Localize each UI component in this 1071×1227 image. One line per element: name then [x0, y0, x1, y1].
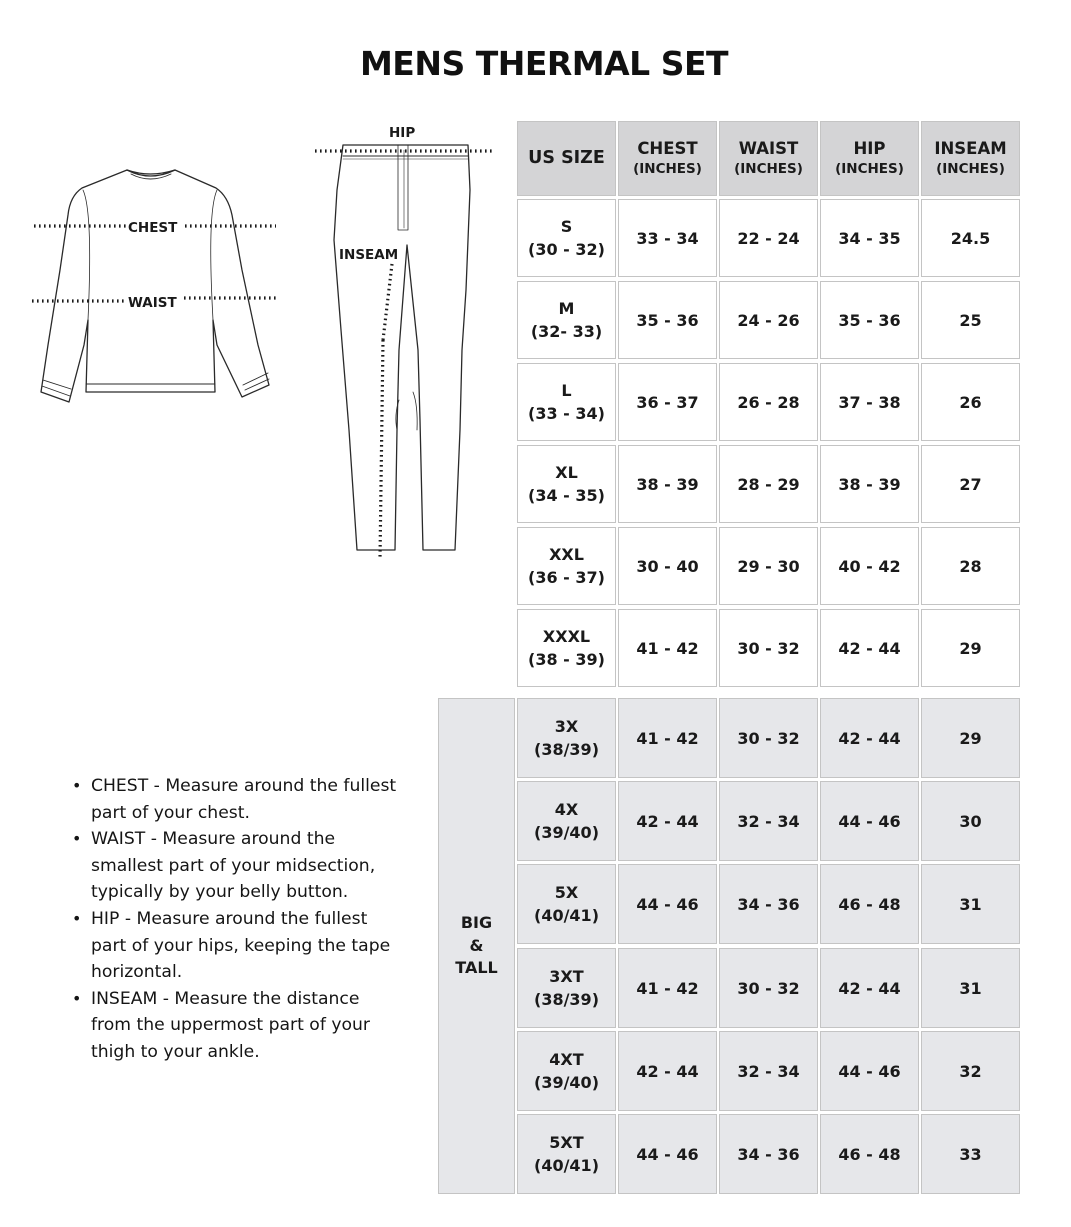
measurement-value: 41 - 42 — [636, 638, 699, 658]
table-cell-chest — [618, 698, 717, 778]
measurement-value: 44 - 46 — [636, 894, 699, 914]
table-cell-hip — [820, 1114, 919, 1194]
measurement-value: 30 - 32 — [737, 728, 800, 748]
table-cell-inseam — [921, 948, 1020, 1028]
measurement-value: 34 - 36 — [737, 894, 800, 914]
table-cell-waist — [719, 199, 818, 277]
shirt-outline — [41, 170, 269, 402]
measurement-value: 44 - 46 — [838, 811, 901, 831]
size-label: L — [561, 381, 572, 400]
measurement-value: 34 - 35 — [838, 228, 901, 248]
table-cell-hip — [820, 527, 919, 605]
size-range: (38 - 39) — [528, 650, 605, 669]
measurement-value: 30 - 32 — [737, 978, 800, 998]
header-label: HIP — [853, 138, 886, 158]
header-unit: (INCHES) — [936, 160, 1005, 177]
measurement-value: 46 - 48 — [838, 1144, 901, 1164]
big-tall-word: BIG — [460, 913, 493, 933]
table-cell-waist — [719, 1114, 818, 1194]
table-cell-chest — [618, 1114, 717, 1194]
measurement-value: 44 - 46 — [636, 1144, 699, 1164]
table-cell-inseam — [921, 698, 1020, 778]
table-cell-inseam — [921, 363, 1020, 441]
measurement-value: 25 — [959, 310, 982, 330]
measurement-value: 29 — [959, 728, 982, 748]
measurement-value: 24.5 — [950, 228, 991, 248]
big-tall-label — [438, 698, 515, 1194]
measurement-value: 26 - 28 — [737, 392, 800, 412]
table-cell-chest — [618, 199, 717, 277]
measurement-value: 24 - 26 — [737, 310, 800, 330]
table-cell-waist — [719, 363, 818, 441]
size-label: 3XT — [549, 967, 584, 986]
measurement-value: 38 - 39 — [636, 474, 699, 494]
header-chest — [618, 121, 717, 196]
size-label: S — [560, 217, 573, 236]
measurement-value: 46 - 48 — [838, 894, 901, 914]
table-cell-chest — [618, 445, 717, 523]
measurement-value: 30 — [959, 811, 982, 831]
table-cell-chest — [618, 609, 717, 687]
measurement-value: 38 - 39 — [838, 474, 901, 494]
table-cell-hip — [820, 445, 919, 523]
measurement-value: 28 — [959, 556, 982, 576]
note-hip: • HIP - Measure around the fullest part of your hips, keeping the tape horizontal. — [70, 906, 400, 986]
size-range: (36 - 37) — [528, 568, 605, 587]
table-cell-inseam — [921, 609, 1020, 687]
measurement-value: 44 - 46 — [838, 1061, 901, 1081]
size-range: (39/40) — [534, 823, 599, 842]
measurement-value: 42 - 44 — [636, 811, 699, 831]
table-cell-inseam — [921, 527, 1020, 605]
table-cell-size — [517, 1114, 616, 1194]
measurement-value: 42 - 44 — [838, 638, 901, 658]
header-waist — [719, 121, 818, 196]
header-unit: (INCHES) — [633, 160, 702, 177]
table-cell-inseam — [921, 199, 1020, 277]
hip-label: HIP — [389, 125, 416, 141]
table-cell-inseam — [921, 1031, 1020, 1111]
measurement-value: 27 — [959, 474, 982, 494]
measurement-value: 22 - 24 — [737, 228, 800, 248]
size-range: (30 - 32) — [528, 240, 605, 259]
table-cell-hip — [820, 864, 919, 944]
table-cell-chest — [618, 1031, 717, 1111]
measurement-value: 41 - 42 — [636, 728, 699, 748]
table-cell-size — [517, 363, 616, 441]
size-label: 4X — [554, 800, 579, 819]
measurement-value: 42 - 44 — [838, 728, 901, 748]
leggings-outline — [334, 145, 470, 550]
table-cell-hip — [820, 698, 919, 778]
header-hip — [820, 121, 919, 196]
table-cell-waist — [719, 1031, 818, 1111]
table-cell-waist — [719, 864, 818, 944]
table-cell-hip — [820, 199, 919, 277]
waist-label: WAIST — [128, 295, 177, 311]
size-label: 3X — [554, 717, 579, 736]
table-cell-waist — [719, 698, 818, 778]
header-unit: (INCHES) — [734, 160, 803, 177]
header-label: INSEAM — [934, 138, 1007, 158]
measurement-value: 26 — [959, 392, 982, 412]
table-cell-size — [517, 781, 616, 861]
table-cell-chest — [618, 948, 717, 1028]
page-title: MENS THERMAL SET — [359, 44, 729, 83]
table-cell-chest — [618, 363, 717, 441]
size-label: 4XT — [549, 1050, 584, 1069]
size-range: (34 - 35) — [528, 486, 605, 505]
table-cell-hip — [820, 363, 919, 441]
measurement-value: 33 - 34 — [636, 228, 699, 248]
chest-label: CHEST — [128, 220, 178, 236]
measurement-value: 32 — [959, 1061, 982, 1081]
table-cell-size — [517, 698, 616, 778]
table-cell-chest — [618, 864, 717, 944]
measurement-value: 31 — [959, 978, 982, 998]
note-inseam: • INSEAM - Measure the distance from the uppermost part of your thigh to your ankle. — [70, 986, 400, 1066]
header-unit: (INCHES) — [835, 160, 904, 177]
table-cell-chest — [618, 527, 717, 605]
table-cell-chest — [618, 781, 717, 861]
size-range: (33 - 34) — [528, 404, 605, 423]
measurement-value: 32 - 34 — [737, 811, 800, 831]
table-cell-size — [517, 199, 616, 277]
table-cell-inseam — [921, 445, 1020, 523]
big-tall-word: TALL — [455, 958, 498, 978]
table-cell-hip — [820, 281, 919, 359]
table-cell-waist — [719, 445, 818, 523]
measurement-value: 29 - 30 — [737, 556, 800, 576]
table-cell-size — [517, 864, 616, 944]
table-cell-size — [517, 527, 616, 605]
header-size — [517, 121, 616, 196]
size-label: XXXL — [542, 627, 591, 646]
note-waist: • WAIST - Measure around the smallest part of your midsection, typically by your belly button. — [70, 826, 400, 906]
garment-illustration — [0, 110, 510, 570]
measurement-value: 37 - 38 — [838, 392, 901, 412]
big-tall-word: & — [469, 935, 484, 955]
header-label: US SIZE — [528, 148, 605, 168]
inseam-label: INSEAM — [339, 247, 399, 263]
measurement-value: 32 - 34 — [737, 1061, 800, 1081]
table-cell-inseam — [921, 864, 1020, 944]
table-cell-size — [517, 948, 616, 1028]
table-cell-inseam — [921, 281, 1020, 359]
size-label: XL — [555, 463, 578, 482]
note-chest: • CHEST - Measure around the fullest part of your chest. — [70, 773, 400, 826]
measurement-value: 30 - 32 — [737, 638, 800, 658]
measurement-value: 42 - 44 — [636, 1061, 699, 1081]
table-cell-waist — [719, 948, 818, 1028]
table-cell-waist — [719, 781, 818, 861]
measurement-value: 29 — [959, 638, 982, 658]
table-cell-waist — [719, 281, 818, 359]
size-range: (32- 33) — [530, 322, 603, 341]
table-cell-hip — [820, 609, 919, 687]
table-cell-size — [517, 609, 616, 687]
measurement-value: 34 - 36 — [737, 1144, 800, 1164]
table-cell-hip — [820, 948, 919, 1028]
header-label: WAIST — [738, 138, 799, 158]
size-range: (39/40) — [534, 1073, 599, 1092]
table-cell-inseam — [921, 781, 1020, 861]
measurement-value: 31 — [959, 894, 982, 914]
measurement-value: 35 - 36 — [636, 310, 699, 330]
table-cell-inseam — [921, 1114, 1020, 1194]
table-cell-hip — [820, 781, 919, 861]
table-cell-size — [517, 445, 616, 523]
table-cell-hip — [820, 1031, 919, 1111]
header-inseam — [921, 121, 1020, 196]
table-cell-chest — [618, 281, 717, 359]
measurement-value: 42 - 44 — [838, 978, 901, 998]
measurement-value: 33 — [959, 1144, 982, 1164]
table-cell-size — [517, 281, 616, 359]
size-label: XXL — [549, 545, 584, 564]
measurement-value: 41 - 42 — [636, 978, 699, 998]
measurement-value: 35 - 36 — [838, 310, 901, 330]
size-label: 5XT — [549, 1133, 584, 1152]
table-cell-size — [517, 1031, 616, 1111]
header-label: CHEST — [637, 138, 698, 158]
measurement-notes — [70, 773, 400, 1066]
size-label: M — [558, 299, 575, 318]
table-cell-waist — [719, 527, 818, 605]
size-range: (38/39) — [534, 740, 599, 759]
measurement-value: 28 - 29 — [737, 474, 800, 494]
measurement-value: 30 - 40 — [636, 556, 699, 576]
size-range: (38/39) — [534, 990, 599, 1009]
size-range: (40/41) — [534, 906, 599, 925]
table-cell-waist — [719, 609, 818, 687]
measurement-value: 36 - 37 — [636, 392, 699, 412]
size-label: 5X — [554, 883, 579, 902]
size-range: (40/41) — [534, 1156, 599, 1175]
measurement-value: 40 - 42 — [838, 556, 901, 576]
